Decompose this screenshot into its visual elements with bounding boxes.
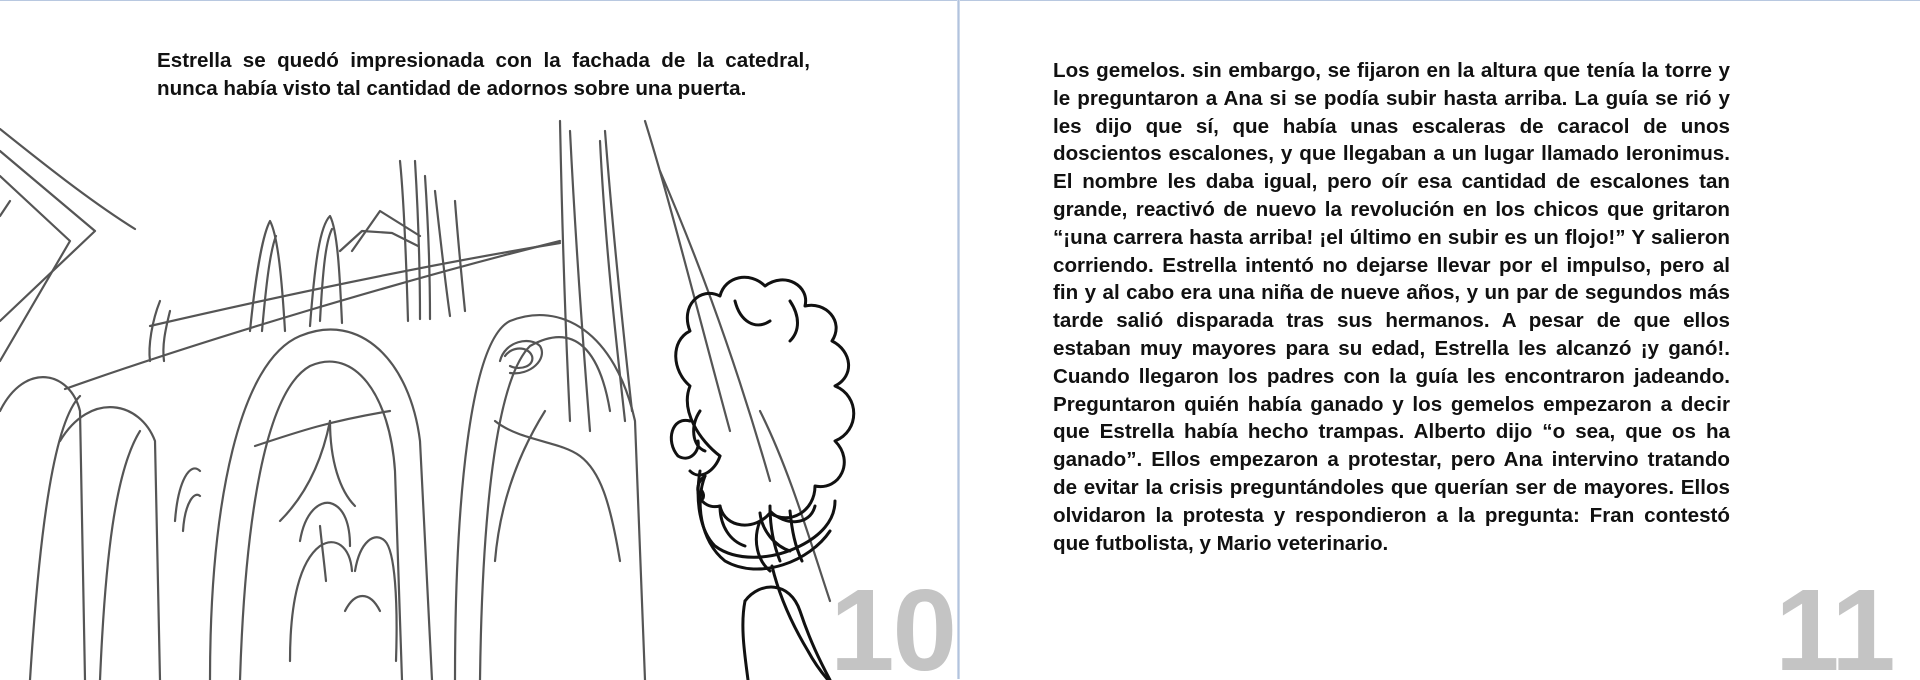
page-number-right: 11 <box>1775 565 1894 680</box>
story-text: Los gemelos. sin embargo, se fijaron en la altura que tenía la torre y le preguntaron a Ana si se podía subir hasta arriba. La guía se rió y les dijo que sí, que había unas escaleras de caracol de unos doscientos escalones, y que llegaban a un lugar llamado Ieronimus. El nombre les daba igual, pero oír esa cantidad de escalones tan grande, reactivó de nuevo la revolución en los chicos que gritaron “¡una carrera hasta arriba! ¡el último en subir es un flojo!” Y salieron corriendo. Estrella intentó no dejarse llevar por el impulso, pero al fin y al cabo era una niña de nueve años, y un par de segundos más tarde salió disparada tras sus hermanos. A pesar de que ellos estaban muy mayores para su edad, Estrella les alcanzó ¡y ganó!. Cuando llegaron los padres con la guía les encontraron jadeando. Preguntaron quién había ganado y los gemelos empezaron a decir que Estrella había hecho trampas. Alberto dijo “o sea, que os ha ganado”. Ellos empezaron a protestar, pero Ana intervino tratando de evitar la crisis preguntándoles que querían ser de mayores. Ellos olvidaron la protesta y respondieron a la pregunta: Fran contestó que futbolista, y Mario veterinario. <box>1053 59 1730 555</box>
right-page <box>960 0 1920 680</box>
page-number-left: 10 <box>830 565 956 680</box>
page-caption: Estrella se quedó impresionada con la fachada de la catedral, nunca había visto tal cantidad de adornos sobre una puerta. <box>157 49 810 100</box>
left-page <box>0 0 958 680</box>
